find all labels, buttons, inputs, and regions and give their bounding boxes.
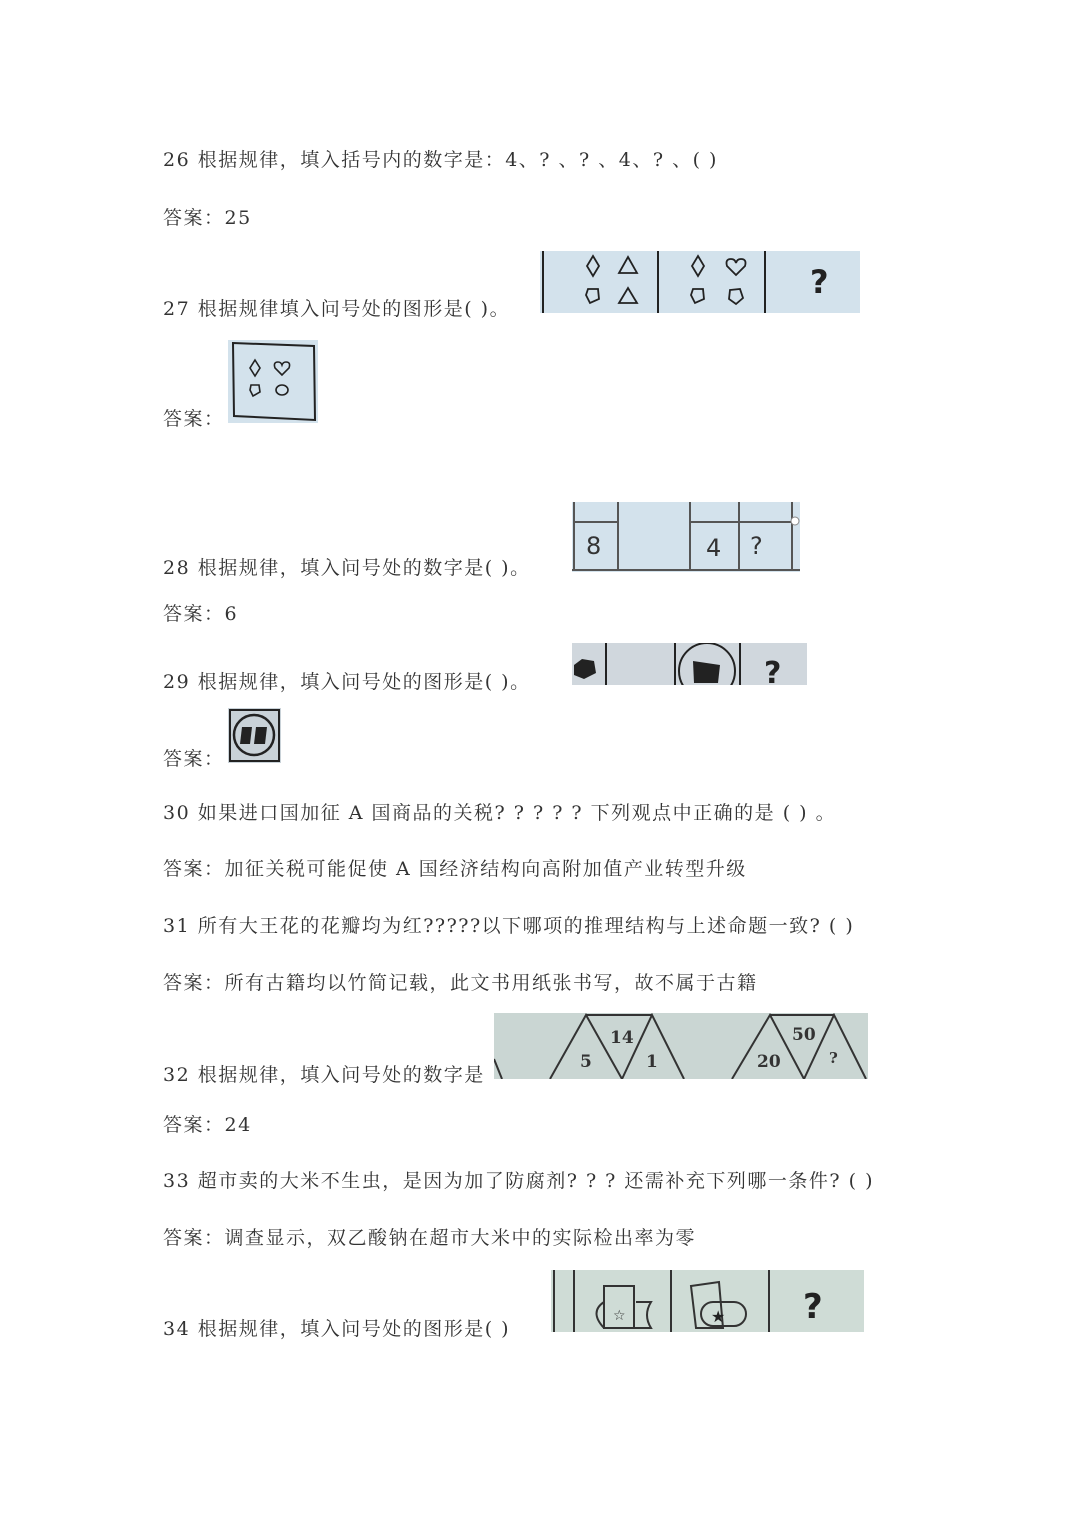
figure-29-question-mark: ?: [764, 656, 782, 685]
question-33: 33 超市卖的大米不生虫，是因为加了防腐剂? ? ? 还需补充下列哪一条件? ( ): [163, 1170, 874, 1192]
question-32: 32 根据规律，填入问号处的数字是: [163, 1064, 485, 1086]
figure-29-answer: [228, 708, 281, 763]
figure-32-t1-left: 5: [580, 1052, 592, 1072]
figure-28-number-grid: [572, 502, 800, 572]
figure-27-question-mark: ?: [810, 263, 829, 301]
answer-27: 答案：: [163, 408, 225, 430]
question-29: 29 根据规律，填入问号处的图形是( )。: [163, 671, 531, 693]
figure-27-answer: [228, 340, 318, 423]
question-27: 27 根据规律填入问号处的图形是( )。: [163, 298, 511, 320]
svg-text:☆: ☆: [613, 1308, 626, 1324]
figure-28-cell-question: ?: [750, 532, 763, 560]
answer-29: 答案：: [163, 748, 225, 770]
figure-34-question-mark: ?: [803, 1287, 823, 1327]
figure-34-sequence: [551, 1270, 864, 1332]
answer-32: 答案：24: [163, 1114, 252, 1136]
figure-27-sequence: [540, 251, 860, 313]
answer-33: 答案：调查显示，双乙酸钠在超市大米中的实际检出率为零: [163, 1227, 697, 1249]
figure-32-t2-top: 50: [792, 1025, 816, 1045]
figure-32-t2-left: 20: [757, 1052, 781, 1072]
figure-32-t1-top: 14: [610, 1028, 634, 1048]
answer-30: 答案：加征关税可能促使 A 国经济结构向高附加值产业转型升级: [163, 858, 747, 880]
svg-text:★: ★: [711, 1307, 726, 1326]
figure-28-cell-4: 4: [706, 534, 722, 562]
question-26: 26 根据规律，填入括号内的数字是：4、? 、? 、4、? 、( ): [163, 149, 718, 171]
figure-32-t1-right: 1: [646, 1052, 658, 1072]
figure-32-triangles: [494, 1013, 868, 1079]
figure-32-t2-right: ?: [829, 1049, 838, 1067]
answer-28: 答案：6: [163, 603, 239, 625]
figure-29-sequence: [572, 643, 807, 685]
answer-26: 答案：25: [163, 207, 252, 229]
question-31: 31 所有大王花的花瓣均为红?????以下哪项的推理结构与上述命题一致? ( ): [163, 915, 855, 937]
answer-31: 答案：所有古籍均以竹简记载，此文书用纸张书写，故不属于古籍: [163, 972, 758, 994]
question-28: 28 根据规律，填入问号处的数字是( )。: [163, 557, 531, 579]
question-34: 34 根据规律，填入问号处的图形是( ): [163, 1318, 511, 1340]
figure-28-cell-8: 8: [586, 532, 602, 560]
question-30: 30 如果进口国加征 A 国商品的关税? ? ? ? ? 下列观点中正确的是 ( ) 。: [163, 802, 837, 824]
